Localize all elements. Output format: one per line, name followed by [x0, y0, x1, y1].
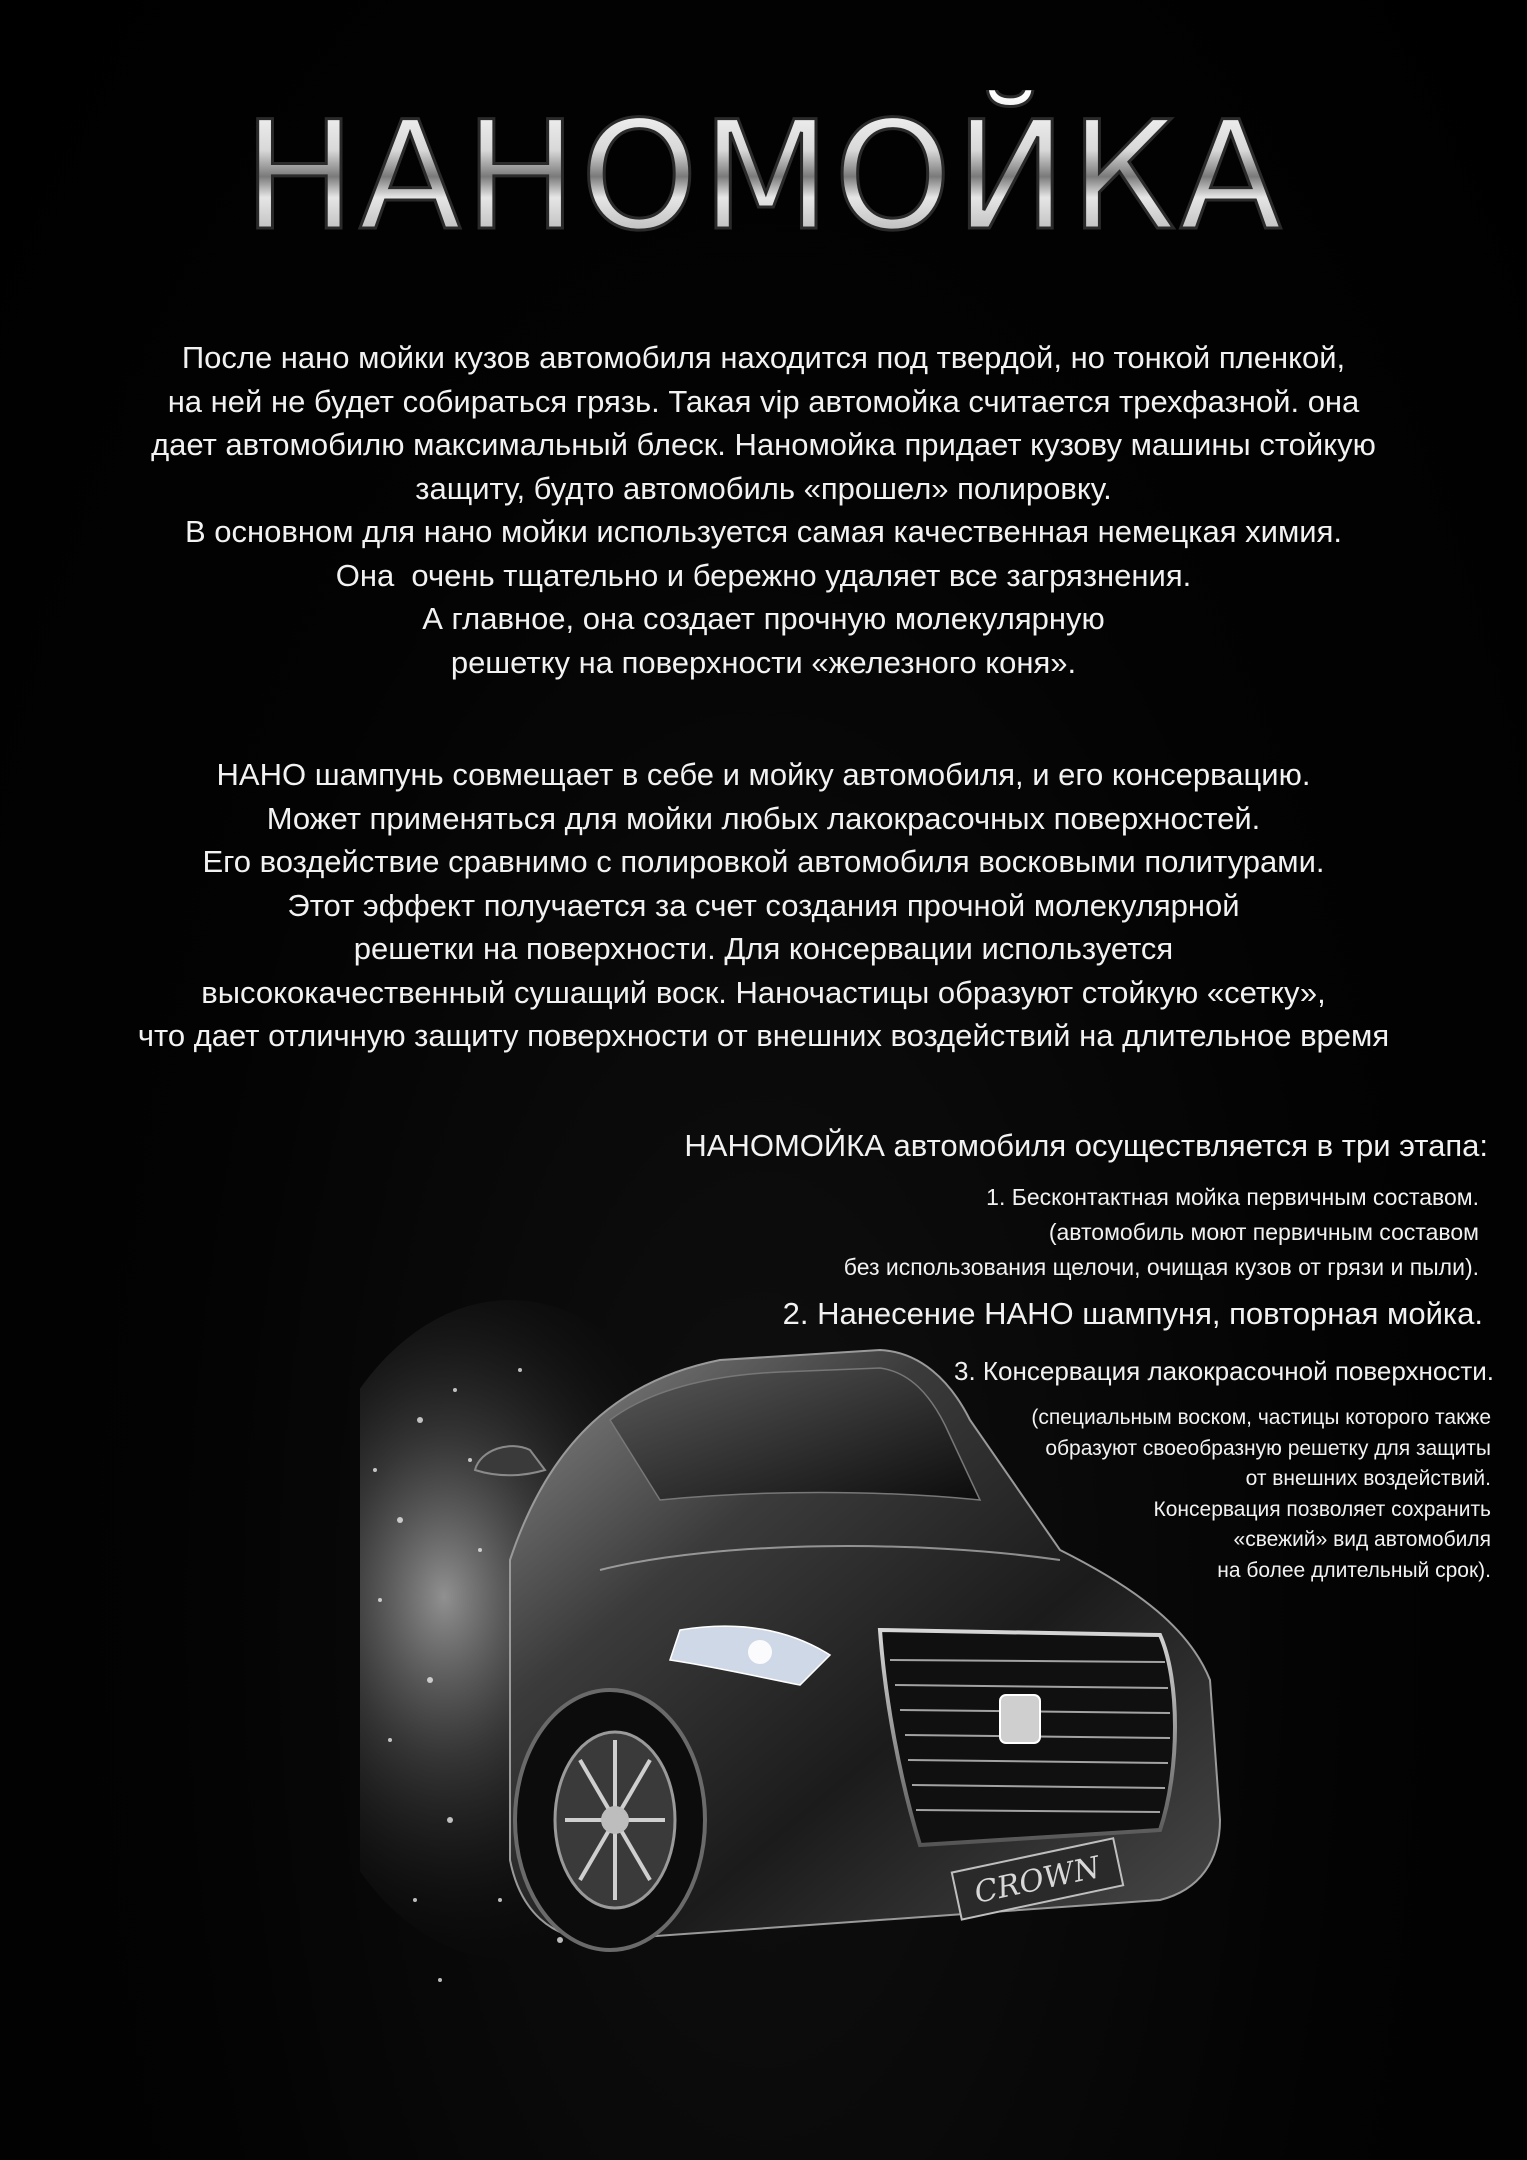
intro-paragraph: После нано мойки кузов автомобиля находится под твердой, но тонкой пленкой, на ней не будет собираться грязь. Такая vip автомойка считается трехфазной. она дает автомобилю максимальный блеск. Наномойка придает кузову машины стойкую защиту, будто автомобиль «прошел» полировку. В основном для нано мойки используется самая качественная немецкая химия. Она очень тщательно и бережно удаляет все загрязнения. А главное, она создает прочную молекулярную решетку на поверхности «железного коня». [151, 340, 1376, 680]
shampoo-paragraph: НАНО шампунь совмещает в себе и мойку автомобиля, и его консервацию. Может применяться для мойки любых лакокрасочных поверхностей. Его воздействие сравнимо с полировкой автомобиля восковыми политурами. Этот эффект получается за счет создания прочной молекулярной решетки на поверхности. Для консервации используется высококачественный сушащий воск. Наночастицы образуют стойкую «сетку», что дает отличную защиту поверхности от внешних воздействий на длительное время [137, 757, 1390, 1053]
car-emblem [1000, 1695, 1040, 1743]
step-3: 3. Консервация лакокрасочной поверхности. [954, 1356, 1494, 1386]
step-2: 2. Нанесение НАНО шампуня, повторная мойка. [782, 1296, 1483, 1331]
license-plate-text: CROWN [971, 1850, 1104, 1911]
chrome-title [214, 90, 1314, 280]
page-title [0, 90, 1527, 280]
step-1: 1. Бесконтактная мойка первичным составом. (автомобиль моют первичным составом без использования щелочи, очищая кузов от грязи и пыли). [843, 1184, 1479, 1280]
steps-heading: НАНОМОЙКА автомобиля осуществляется в три этапа: [684, 1128, 1488, 1163]
step-3-note: (специальным воском, частицы которого также образуют своеобразную решетку для защиты от внешних воздействий. Консервация позволяет сохранить «свежий» вид автомобиля на более длительный срок). [1031, 1406, 1491, 1582]
title-text: НАНОМОЙКА [242, 90, 1285, 264]
